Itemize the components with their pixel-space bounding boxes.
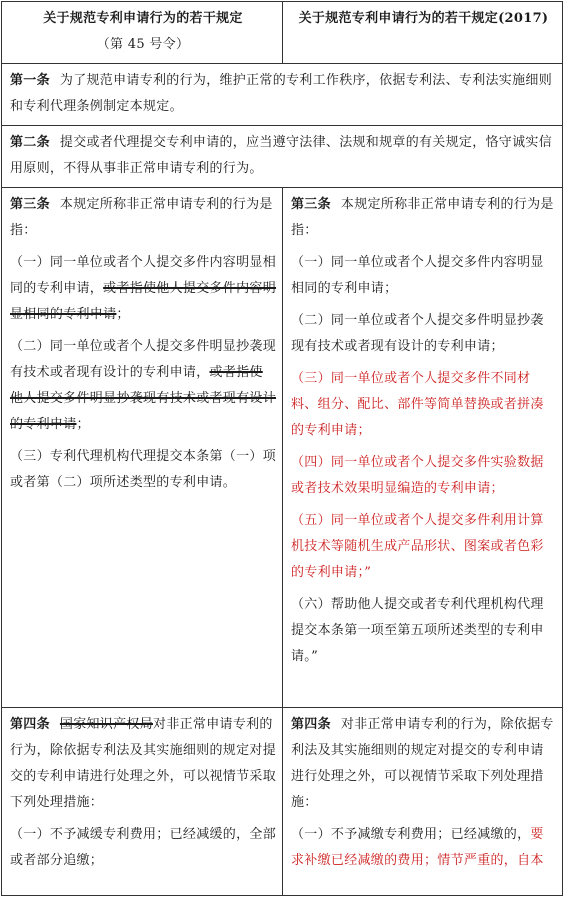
header-left-cell xyxy=(2,2,283,64)
article-3-right-intro-text: 本规定所称非正常申请专利的行为是指： xyxy=(291,197,554,238)
article-3-right-item-1: （一）同一单位或者个人提交多件内容明显相同的专利申请； xyxy=(291,255,544,296)
article-2-cell xyxy=(2,126,563,188)
article-3-right-intro xyxy=(291,192,556,244)
left-title: 关于规范专利申请行为的若干规定 xyxy=(43,11,243,26)
article-4-left-cell xyxy=(2,708,283,896)
article-4-right-item-1-text: （一）不予减缴专利费用；已经减缴的， xyxy=(291,827,531,842)
article-2-row xyxy=(2,126,563,188)
article-3-right-item-4: （四）同一单位或者个人提交多件实验数据或者技术效果明显编造的专利申请； xyxy=(291,455,544,496)
article-3-row xyxy=(2,188,563,708)
item-2-deleted-text: 或者指使他人提交多件明显抄袭现有技术或者现有设计的专利申请 xyxy=(10,365,277,432)
regulation-comparison-table xyxy=(1,1,563,896)
article-3-left-item-1 xyxy=(10,250,276,328)
article-4-row xyxy=(2,708,563,896)
item-1-text: （一）同一单位或者个人提交多件内容明显相同的专利申请， xyxy=(10,255,277,296)
article-4-right-label: 第四条 xyxy=(291,717,331,732)
article-4-left-item-1: （一）不予减缓专利费用；已经减缓的，全部或者部分追缴； xyxy=(10,827,277,868)
article-4-left-deleted-text: 国家知识产权局 xyxy=(59,717,154,732)
article-3-left-intro xyxy=(10,192,276,244)
article-3-left-item-3: （三）专利代理机构代理提交本条第（一）项或者第（二）项所述类型的专利申请。 xyxy=(10,449,277,490)
article-3-right-cell xyxy=(283,188,563,708)
item-2-end: ； xyxy=(76,417,90,432)
article-4-right-cell xyxy=(283,708,563,896)
article-1-label: 第一条 xyxy=(10,73,50,88)
article-3-right-label: 第三条 xyxy=(291,197,331,212)
article-4-left-text: 对非正常申请专利的行为，除依据专利法及其实施细则的规定对提交的专利申请进行处理之外，可以视情节采取下列处理措施： xyxy=(10,717,277,810)
article-3-left-item-2 xyxy=(10,334,276,438)
article-2-label: 第二条 xyxy=(10,135,50,150)
article-1-cell xyxy=(2,64,563,126)
article-3-left-intro-text: 本规定所称非正常申请专利的行为是指： xyxy=(10,197,273,238)
article-2-text: 提交或者代理提交专利申请的，应当遵守法律、法规和规章的有关规定，恪守诚实信用原则，不得从事非正常申请专利的行为。 xyxy=(10,135,553,176)
item-2-text: （二）同一单位或者个人提交多件明显抄袭现有技术或者现有设计的专利申请， xyxy=(10,339,277,380)
item-1-deleted-text: 或者指使他人提交多件内容明显相同的专利申请 xyxy=(10,281,277,322)
article-4-right-item-1-added-text: 要求补缴已经减缴的费用；情节严重的，自本 xyxy=(291,827,544,868)
article-3-left-cell xyxy=(2,188,283,708)
article-4-left-body xyxy=(10,712,276,816)
article-4-right-text: 对非正常申请专利的行为，除依据专利法及其实施细则的规定对提交的专利申请进行处理之外，可以视情节采取下列处理措施： xyxy=(291,717,554,810)
article-1-text: 为了规范申请专利的行为，维护正常的专利工作秩序，依据专利法、专利法实施细则和专利代理条例制定本规定。 xyxy=(10,73,553,114)
right-title: 关于规范专利申请行为的若干规定(2017) xyxy=(298,11,549,26)
article-4-left-label: 第四条 xyxy=(10,717,50,732)
article-4-right-body xyxy=(291,712,556,816)
article-3-left-label: 第三条 xyxy=(10,197,50,212)
article-1-row xyxy=(2,64,563,126)
article-4-right-item-1 xyxy=(291,822,556,874)
left-subtitle: （第 45 号令） xyxy=(96,37,190,52)
article-3-right-item-3: （三）同一单位或者个人提交多件不同材料、组分、配比、部件等简单替换或者拼凑的专利申请； xyxy=(291,371,544,438)
header-right-cell xyxy=(283,2,563,64)
article-3-right-item-6: （六）帮助他人提交或者专利代理机构代理提交本条第一项至第五项所述类型的专利申请。” xyxy=(291,597,544,664)
item-1-end: ； xyxy=(116,307,130,322)
article-3-right-item-2: （二）同一单位或者个人提交多件明显抄袭现有技术或者现有设计的专利申请； xyxy=(291,313,544,354)
article-3-right-item-5: （五）同一单位或者个人提交多件利用计算机技术等随机生成产品形状、图案或者色彩的专利申请；” xyxy=(291,513,544,580)
table-header-row xyxy=(2,2,563,64)
